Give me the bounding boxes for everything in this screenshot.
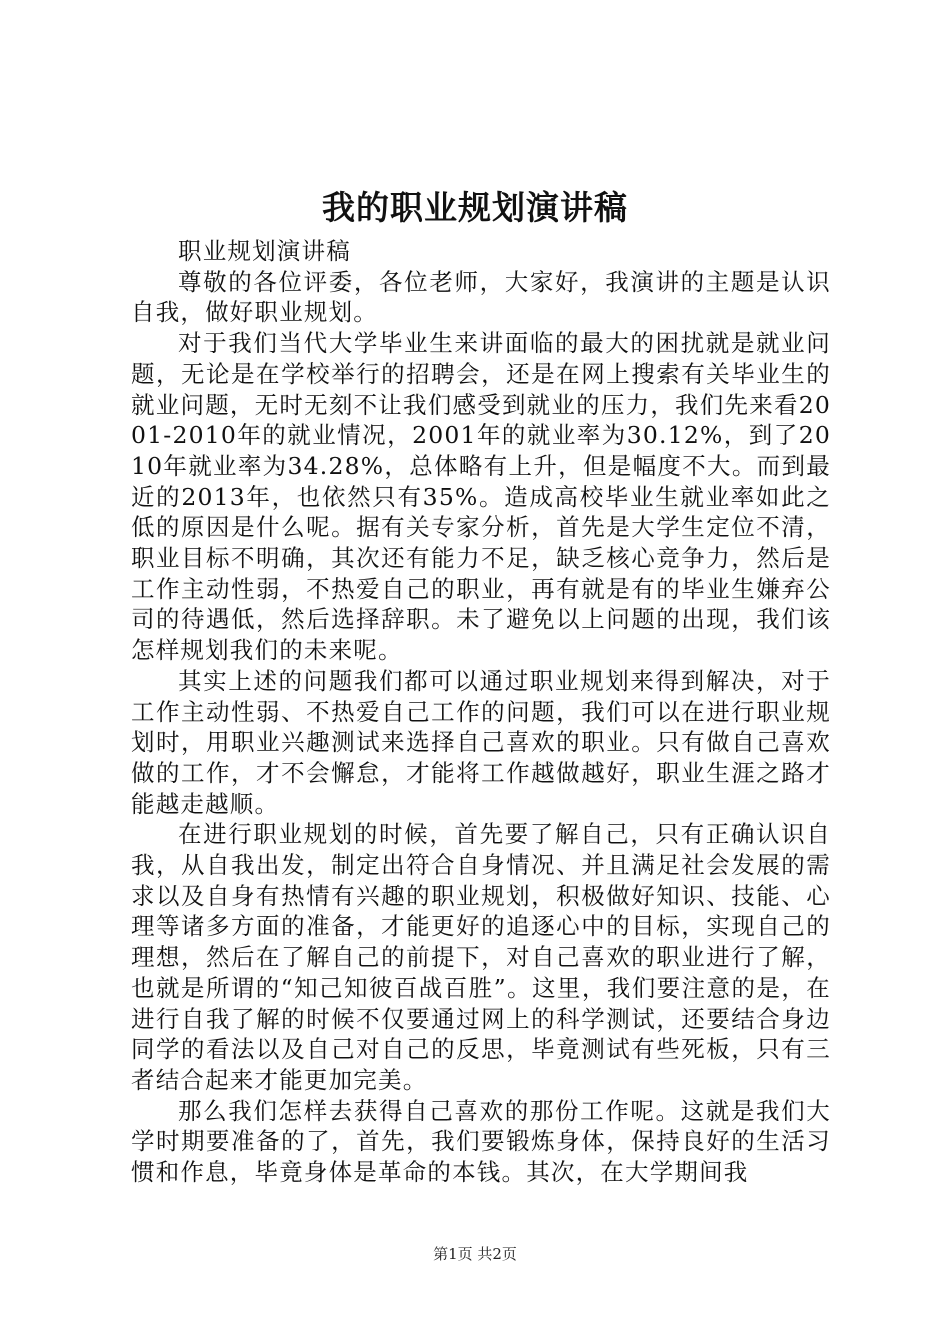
document-body <box>131 236 831 1188</box>
paragraph-subtitle: 职业规划演讲稿 <box>178 237 351 265</box>
paragraph-employment-problem: 对于我们当代大学毕业生来讲面临的最大的困扰就是就业问题，无论是在学校举行的招聘会，还是在网上搜索有关毕业生的就业问题，无时无刻不让我们感受到就业的压力，我们先来看2001-2010年的就业情况，2001年的就业率为30.12%，到了2010年就业率为34.28%，总体略有上升，但是幅度不大。而到最近的2013年，也依然只有35%。造成高校毕业生就业率如此之低的原因是什么呢。据有关专家分析，首先是大学生定位不清，职业目标不明确，其次还有能力不足，缺乏核心竞争力，然后是工作主动性弱，不热爱自己的职业，再有就是有的毕业生嫌弃公司的待遇低，然后选择辞职。未了避免以上问题的出现，我们该怎样规划我们的未来呢。 <box>131 329 831 665</box>
page-footer: 第1页 共2页 <box>433 1245 517 1263</box>
paragraph-self-knowledge: 在进行职业规划的时候，首先要了解自己，只有正确认识自我，从自我出发，制定出符合自身情况、并且满足社会发展的需求以及自身有热情有兴趣的职业规划，积极做好知识、技能、心理等诸多方面的准备，才能更好的追逐心中的目标，实现自己的理想，然后在了解自己的前提下，对自己喜欢的职业进行了解，也就是所谓的“知己知彼百战百胜”。这里，我们要注意的是，在进行自我了解的时候不仅要通过网上的科学测试，还要结合身边同学的看法以及自己对自己的反思，毕竟测试有些死板，只有三者结合起来才能更加完美。 <box>131 820 831 1094</box>
document-title: 我的职业规划演讲稿 <box>322 188 628 227</box>
paragraph-preparation: 那么我们怎样去获得自己喜欢的那份工作呢。这就是我们大学时期要准备的了，首先，我们要锻炼身体，保持良好的生活习惯和作息，毕竟身体是革命的本钱。其次，在大学期间我 <box>131 1096 831 1187</box>
paragraph-career-planning-solution: 其实上述的问题我们都可以通过职业规划来得到解决，对于工作主动性弱、不热爱自己工作的问题，我们可以在进行职业规划时，用职业兴趣测试来选择自己喜欢的职业。只有做自己喜欢做的工作，才不会懈怠，才能将工作越做越好，职业生涯之路才能越走越顺。 <box>131 666 831 818</box>
paragraph-greeting: 尊敬的各位评委，各位老师，大家好，我演讲的主题是认识自我，做好职业规划。 <box>131 267 831 327</box>
